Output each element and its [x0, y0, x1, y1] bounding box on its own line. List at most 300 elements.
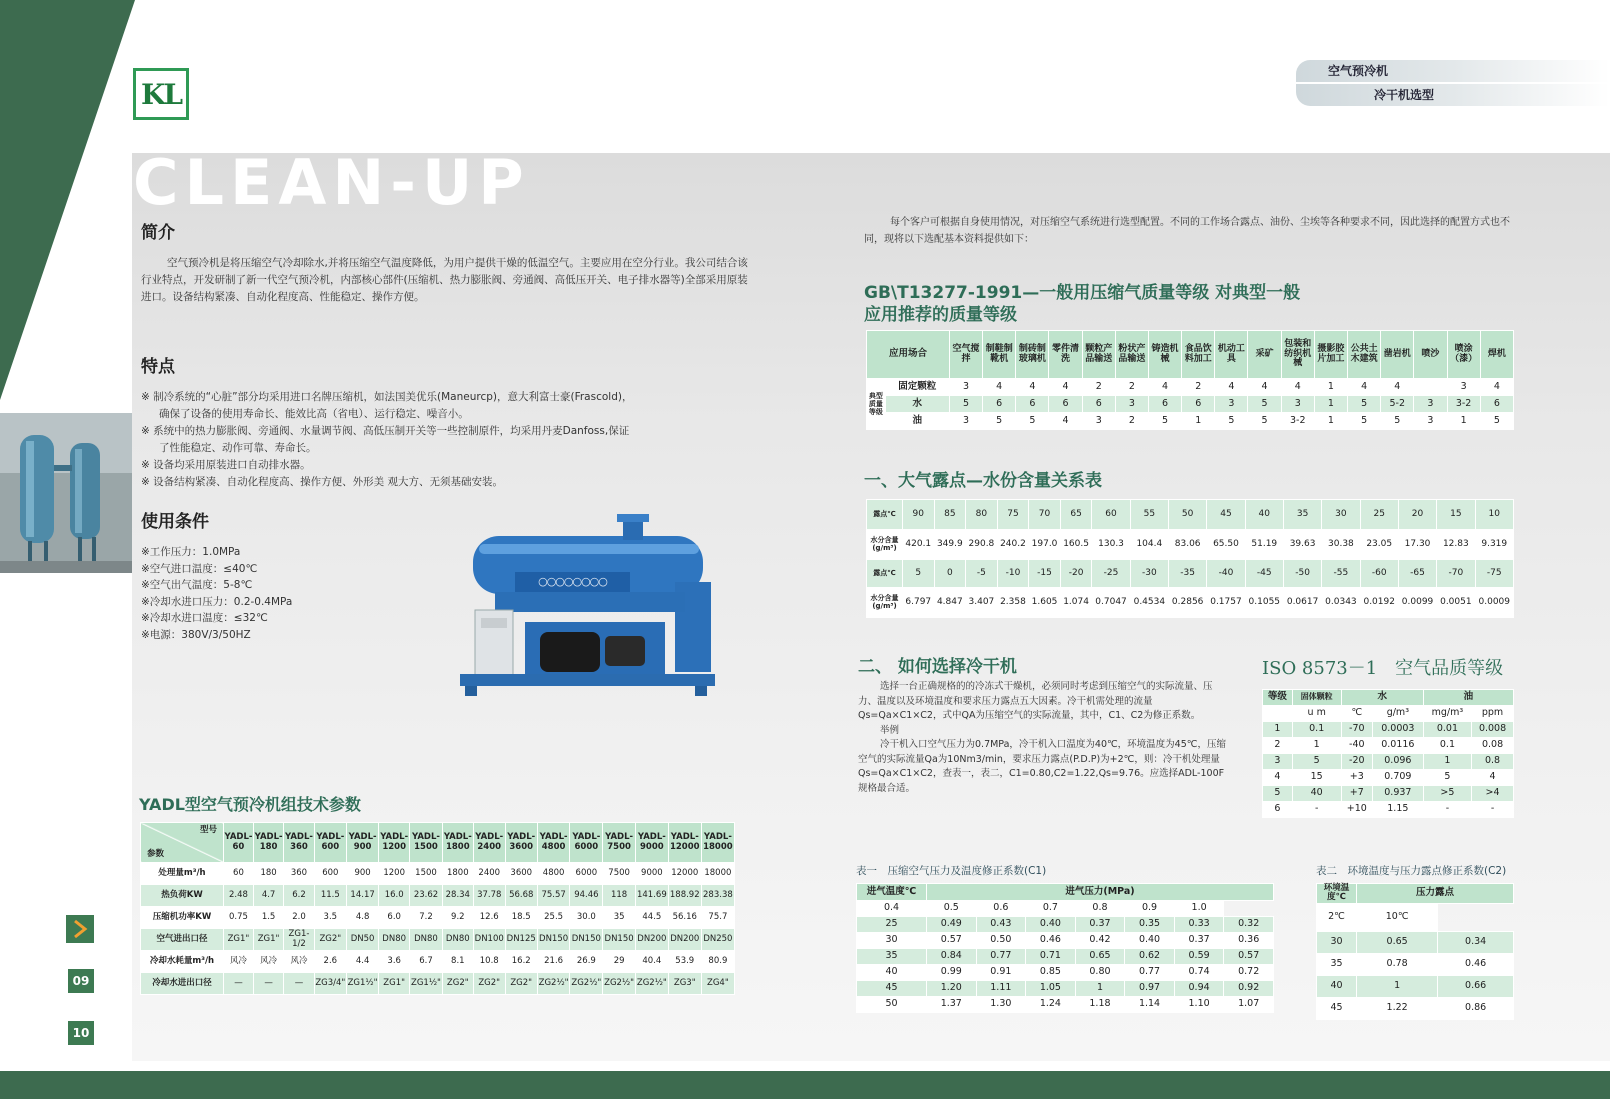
table-row — [1317, 975, 1514, 997]
control-panel-display: ○○○○○○○○ — [538, 575, 607, 588]
c2-dew-label: 压力露点 — [1357, 884, 1514, 904]
table-cell: 29 — [603, 951, 636, 973]
table-row — [857, 949, 1274, 965]
iso-header-solid: 固体颗粒 — [1292, 690, 1341, 706]
table-cell: 4 — [1215, 379, 1248, 396]
row-label: 油 — [885, 413, 949, 430]
table-cell: 0.97 — [1125, 981, 1175, 997]
table-cell: +3 — [1341, 770, 1372, 786]
table-cell: 3 — [1414, 396, 1447, 413]
table-cell: 5 — [1423, 770, 1471, 786]
table-cell: 6 — [1049, 396, 1082, 413]
model-header: YADL-7500 — [603, 823, 636, 863]
table-cell: 6000 — [570, 863, 603, 885]
table-cell: 0.35 — [1125, 917, 1175, 933]
table-cell: -35 — [1169, 560, 1207, 588]
column-header: 食品饮料加工 — [1182, 331, 1215, 379]
table-cell: 0.08 — [1472, 738, 1514, 754]
dew-title: 一、大气露点—水份含量关系表 — [864, 471, 1102, 491]
table-cell: 0.77 — [976, 949, 1026, 965]
pressure-cell: 0.9 — [1125, 901, 1175, 917]
unit-cell — [1263, 706, 1293, 722]
table-cell: -45 — [1245, 560, 1283, 588]
table-cell: 18000 — [701, 863, 734, 885]
table-cell: 0.0099 — [1398, 588, 1436, 618]
precooler-machine-image — [455, 512, 730, 712]
table-cell: 0.40 — [1026, 917, 1076, 933]
table-cell: 80.9 — [701, 951, 734, 973]
table-row — [857, 965, 1274, 981]
table-cell: 1 — [1075, 981, 1125, 997]
table-cell: 1 — [1292, 738, 1341, 754]
row-label: 露点℃ — [867, 500, 903, 530]
table-cell: 1.605 — [1029, 588, 1061, 618]
table-cell: 6.797 — [903, 588, 935, 618]
table-cell: 45 — [1207, 500, 1245, 530]
table-cell: 6 — [1016, 396, 1049, 413]
table-row — [857, 997, 1274, 1013]
table-cell: 0.37 — [1075, 917, 1125, 933]
table-cell: 6 — [1182, 396, 1215, 413]
table-cell: >5 — [1423, 786, 1471, 802]
table-cell: ZG1" — [253, 929, 283, 951]
column-header: 空气搅拌 — [949, 331, 982, 379]
table-cell: 56.68 — [505, 885, 537, 907]
table-cell: ZG2½" — [570, 973, 603, 995]
iso-header-grade: 等级 — [1263, 690, 1293, 706]
table-cell: 35 — [1283, 500, 1321, 530]
table-cell: 141.69 — [635, 885, 668, 907]
table-cell: 1.074 — [1060, 588, 1092, 618]
table-cell: 130.3 — [1092, 530, 1130, 560]
column-header: 零件清洗 — [1049, 331, 1082, 379]
table-cell: 5 — [1215, 413, 1248, 430]
table-cell: 4800 — [537, 863, 570, 885]
choose-paragraph-2: 冷干机入口空气压力为0.7MPa，冷干机入口温度为40℃，环境温度为45℃，压缩空气的实际流量Qa为10Nm3/min，要求压力露点(P.D.P)为+2℃，则：冷干机处理量Qs=Qa×C1×C2，查表一，表二，C1=0.80,C2=1.22,Qs=9.76。应选择ADL-100F规格最合适。 — [858, 739, 1226, 794]
choose-example-label: 举例 — [880, 724, 900, 736]
table-cell: 20 — [1398, 500, 1436, 530]
row-label: 45 — [1317, 997, 1357, 1019]
table-cell: 0.33 — [1174, 917, 1224, 933]
table-cell: 83.06 — [1169, 530, 1207, 560]
condition-item: ※空气进口温度：≤40℃ — [141, 562, 258, 575]
table-row — [857, 917, 1274, 933]
table-cell: 25 — [1360, 500, 1398, 530]
table-cell: 180 — [253, 863, 283, 885]
table-cell: 0.71 — [1026, 949, 1076, 965]
pressure-cell: 0.4 — [857, 901, 927, 917]
table-cell: 39.63 — [1283, 530, 1321, 560]
table-cell: 1.20 — [927, 981, 977, 997]
row-label: 45 — [857, 981, 927, 997]
table-cell: 18.5 — [505, 907, 537, 929]
model-header: YADL-900 — [346, 823, 378, 863]
table-cell: 5 — [1348, 396, 1381, 413]
model-header: YADL-60 — [224, 823, 254, 863]
unit-cell: mg/m³ — [1423, 706, 1471, 722]
table-cell: 6.0 — [379, 907, 410, 929]
table-cell: 0.709 — [1372, 770, 1423, 786]
table-cell: ZG3" — [668, 973, 701, 995]
table-cell: 80 — [966, 500, 998, 530]
table-cell: 3 — [1263, 754, 1293, 770]
table-cell: 6 — [1148, 396, 1181, 413]
table-cell: 0.91 — [976, 965, 1026, 981]
row-label: 冷却水进出口径 — [141, 973, 224, 995]
table-cell: 1.24 — [1026, 997, 1076, 1013]
table-cell: 0.096 — [1372, 754, 1423, 770]
column-header: 采矿 — [1248, 331, 1281, 379]
table-cell: 16.2 — [505, 951, 537, 973]
row-label: 压缩机功率KW — [141, 907, 224, 929]
unit-cell: g/m³ — [1372, 706, 1423, 722]
condition-item: ※电源：380V/3/50HZ — [141, 628, 251, 641]
column-header: 制鞋制靴机 — [983, 331, 1016, 379]
row-label: 露点℃ — [867, 560, 903, 588]
table-cell: ZG1-1/2 — [284, 929, 314, 951]
table-cell: -25 — [1092, 560, 1130, 588]
table-cell: 44.5 — [635, 907, 668, 929]
table-cell: ZG2½" — [603, 973, 636, 995]
table-cell: 风冷 — [253, 951, 283, 973]
row-label: 固定颗粒 — [885, 379, 949, 396]
table-cell: 35 — [603, 907, 636, 929]
iso-quality-table — [1262, 689, 1514, 818]
tab-air-precooler-label: 空气预冷机 — [1328, 64, 1389, 78]
table-cell: 1200 — [379, 863, 410, 885]
table-cell: 0.92 — [1224, 981, 1274, 997]
right-intro-text: 每个客户可根据自身使用情况，对压缩空气系统进行选型配置。不同的工作场合露点、油份、尘埃等各种要求不同，因此选择的配置方式也不同，现将以下选配基本资料提供如下： — [864, 217, 1510, 245]
intro-title: 简介 — [141, 223, 175, 243]
table-cell: 0.78 — [1357, 953, 1438, 975]
table-row — [867, 379, 1514, 396]
table-row — [141, 973, 735, 995]
yadl-spec-table — [140, 822, 735, 995]
table-cell: - — [1292, 802, 1341, 818]
table-cell: 1.18 — [1075, 997, 1125, 1013]
table-cell: 6 — [1263, 802, 1293, 818]
table-row — [857, 981, 1274, 997]
table-cell: -40 — [1207, 560, 1245, 588]
table-cell: 0.57 — [927, 933, 977, 949]
table-cell: 12.6 — [473, 907, 505, 929]
table-cell: 2 — [1263, 738, 1293, 754]
table-cell: -5 — [966, 560, 998, 588]
green-corner-shape — [0, 0, 135, 400]
table-cell: 290.8 — [966, 530, 998, 560]
table-cell: 1.5 — [253, 907, 283, 929]
table-cell: ZG4" — [701, 973, 734, 995]
table-cell: 0.84 — [927, 949, 977, 965]
conditions-title: 使用条件 — [141, 512, 209, 532]
table-cell: 0.0051 — [1437, 588, 1475, 618]
table-cell: 10.8 — [473, 951, 505, 973]
table-cell: 3-2 — [1281, 413, 1314, 430]
table-cell: 1.10 — [1174, 997, 1224, 1013]
pressure-row — [857, 901, 1274, 917]
table-cell: 5 — [1148, 413, 1181, 430]
row-label: 35 — [1317, 953, 1357, 975]
table-cell: 51.19 — [1245, 530, 1283, 560]
table-cell: 0.32 — [1224, 917, 1274, 933]
c1-correction-table — [856, 883, 1274, 1013]
table-cell: 1500 — [410, 863, 443, 885]
table-cell: 25.5 — [537, 907, 570, 929]
table-cell: 2 — [1115, 379, 1148, 396]
table-cell: DN150 — [537, 929, 570, 951]
table-cell: 0.1757 — [1207, 588, 1245, 618]
table-cell: 4.4 — [346, 951, 378, 973]
table-cell: +10 — [1341, 802, 1372, 818]
table-cell: 21.6 — [537, 951, 570, 973]
table-cell: 94.46 — [570, 885, 603, 907]
table-cell: 0.34 — [1438, 931, 1514, 953]
column-header: 机动工具 — [1215, 331, 1248, 379]
table-cell: 3 — [949, 379, 982, 396]
pressure-cell: 1.0 — [1174, 901, 1224, 917]
table-row — [1263, 722, 1514, 738]
model-header: YADL-2400 — [473, 823, 505, 863]
table-cell: 40 — [1245, 500, 1283, 530]
table-cell: 3 — [1447, 379, 1480, 396]
row-label: 水 — [885, 396, 949, 413]
table-cell: 4.847 — [934, 588, 966, 618]
table-cell: 1.14 — [1125, 997, 1175, 1013]
table-row — [1317, 997, 1514, 1019]
table-cell: 5 — [903, 560, 935, 588]
table-cell: 1.05 — [1026, 981, 1076, 997]
table-cell: 1 — [1423, 754, 1471, 770]
table-cell: 5 — [1016, 413, 1049, 430]
table-cell: 65 — [1060, 500, 1092, 530]
model-header: YADL-12000 — [668, 823, 701, 863]
table-cell: — — [224, 973, 254, 995]
column-header: 公共土木建筑 — [1348, 331, 1381, 379]
table-cell: DN200 — [635, 929, 668, 951]
table-row — [867, 413, 1514, 430]
table-cell: 3 — [1082, 413, 1115, 430]
table-cell: 0.43 — [976, 917, 1026, 933]
table-cell: 2.358 — [997, 588, 1029, 618]
table-cell: 4 — [1049, 379, 1082, 396]
table-cell: 2 — [1082, 379, 1115, 396]
model-header: YADL-1200 — [379, 823, 410, 863]
table-cell: DN80 — [442, 929, 473, 951]
table-cell: 0.1 — [1292, 722, 1341, 738]
table-cell: 7.2 — [410, 907, 443, 929]
pressure-cell: 0.8 — [1075, 901, 1125, 917]
table-cell: 0.37 — [1174, 933, 1224, 949]
table-cell: 4.8 — [346, 907, 378, 929]
feature-item: ※ 设备结构紧凑、自动化程度高、操作方便、外形美 观大方、无须基础安装。 — [141, 476, 503, 488]
c1-title: 表一 压缩空气压力及温度修正系数(C1) — [856, 865, 1047, 877]
table-cell: 1.37 — [927, 997, 977, 1013]
table-cell: 28.34 — [442, 885, 473, 907]
row-label: 冷却水耗量m³/h — [141, 951, 224, 973]
table-cell: 4 — [1263, 770, 1293, 786]
model-header: YADL-1800 — [442, 823, 473, 863]
table-cell: 23.05 — [1360, 530, 1398, 560]
table-cell: 0.46 — [1438, 953, 1514, 975]
column-header: 凿岩机 — [1381, 331, 1414, 379]
table-cell: 283.38 — [701, 885, 734, 907]
c1-pressure-label: 进气压力(MPa) — [927, 884, 1274, 901]
table-cell: 37.78 — [473, 885, 505, 907]
yadl-title: YADL型空气预冷机组技术参数 — [139, 795, 361, 814]
table-cell: 6.2 — [284, 885, 314, 907]
table-cell: ZG2" — [473, 973, 505, 995]
table-cell: 0.46 — [1026, 933, 1076, 949]
model-header: YADL-18000 — [701, 823, 734, 863]
table-cell: 0.62 — [1125, 949, 1175, 965]
table-cell: 9.319 — [1475, 530, 1514, 560]
table-row — [1263, 738, 1514, 754]
table-cell: -40 — [1341, 738, 1372, 754]
gb-title-line2: 应用推荐的质量等级 — [864, 305, 1017, 325]
table-cell: 4 — [983, 379, 1016, 396]
table-cell: 3 — [949, 413, 982, 430]
tab-dryer-selection[interactable] — [1296, 84, 1610, 106]
table-cell: 0.4534 — [1130, 588, 1168, 618]
table-cell: -10 — [997, 560, 1029, 588]
table-row — [1317, 931, 1514, 953]
table-cell: 4 — [1348, 379, 1381, 396]
yadl-corner-cell: 型号 参数 — [141, 823, 224, 863]
table-cell: DN150 — [603, 929, 636, 951]
table-cell: 900 — [346, 863, 378, 885]
tab-dryer-selection-label: 冷干机选型 — [1374, 88, 1435, 102]
table-cell: -55 — [1322, 560, 1360, 588]
clean-up-watermark: CLEAN-UP — [133, 146, 530, 219]
table-cell: -75 — [1475, 560, 1514, 588]
row-label: 40 — [1317, 975, 1357, 997]
table-cell: - — [1472, 802, 1514, 818]
table-cell: 4 — [1472, 770, 1514, 786]
table-cell: 0.0192 — [1360, 588, 1398, 618]
table-cell: — — [284, 973, 314, 995]
table-cell: 0.01 — [1423, 722, 1471, 738]
kl-logo: KL — [133, 68, 189, 120]
table-cell: ZG3/4" — [314, 973, 346, 995]
condition-item: ※冷却水进口温度：≤32℃ — [141, 612, 268, 624]
pressure-cell: 0.5 — [927, 901, 977, 917]
table-cell: 1 — [1263, 722, 1293, 738]
table-cell: 12.83 — [1437, 530, 1475, 560]
table-cell: -30 — [1130, 560, 1168, 588]
table-row — [867, 588, 1514, 618]
table-row — [857, 933, 1274, 949]
table-cell: -50 — [1283, 560, 1321, 588]
feature-item: ※ 设备均采用原装进口自动排水器。 — [141, 459, 311, 471]
row-label: 热负荷KW — [141, 885, 224, 907]
row-label: 水分含量(g/m³) — [867, 588, 903, 618]
table-cell: 50 — [1169, 500, 1207, 530]
row-label: 30 — [857, 933, 927, 949]
table-cell: 1 — [1357, 975, 1438, 997]
feature-item: ※ 系统中的热力膨胀阀、旁通阀、水量调节阀、高低压制开关等一些控制原件，均采用丹麦Danfoss,保证 — [141, 425, 630, 437]
unit-cell: u m — [1292, 706, 1341, 722]
c2-title: 表二 环境温度与压力露点修正系数(C2) — [1316, 865, 1507, 877]
table-cell: 10 — [1475, 500, 1514, 530]
table-cell: 5 — [1248, 413, 1281, 430]
table-cell: - — [1423, 802, 1471, 818]
table-row — [1317, 953, 1514, 975]
table-cell: 3 — [1115, 396, 1148, 413]
c1-corner-cell: 进气温度℃ — [857, 884, 927, 901]
table-cell: 0.74 — [1174, 965, 1224, 981]
table-cell: 55 — [1130, 500, 1168, 530]
feature-item: ※ 制冷系统的“心脏”部分均采用进口名牌压缩机，如法国美优乐(Maneurcp)，意大利富士豪(Frascold)， — [141, 391, 633, 403]
model-header: YADL-4800 — [537, 823, 570, 863]
table-row — [1263, 802, 1514, 818]
table-row — [141, 863, 735, 885]
table-cell: ZG1" — [224, 929, 254, 951]
table-cell: ZG2" — [505, 973, 537, 995]
tab-air-precooler[interactable] — [1296, 60, 1610, 82]
table-cell: 70 — [1029, 500, 1061, 530]
table-cell: 4 — [1049, 413, 1082, 430]
table-cell: 2 — [1182, 379, 1215, 396]
table-cell: 1800 — [442, 863, 473, 885]
model-header: YADL-180 — [253, 823, 283, 863]
choose-text — [858, 680, 1230, 796]
table-cell: 6.7 — [410, 951, 443, 973]
table-cell: 0.1 — [1423, 738, 1471, 754]
table-cell: 90 — [903, 500, 935, 530]
unit-cell: ppm — [1472, 706, 1514, 722]
table-cell: 53.9 — [668, 951, 701, 973]
model-header: YADL-600 — [314, 823, 346, 863]
table-cell: 3600 — [505, 863, 537, 885]
table-cell: 349.9 — [934, 530, 966, 560]
table-cell: 1 — [1182, 413, 1215, 430]
table-cell: 6 — [983, 396, 1016, 413]
table-cell: 26.9 — [570, 951, 603, 973]
table-cell: 6 — [1082, 396, 1115, 413]
table-cell: 14.17 — [346, 885, 378, 907]
table-cell: 4 — [1248, 379, 1281, 396]
table-cell: DN200 — [668, 929, 701, 951]
table-cell: 4 — [1016, 379, 1049, 396]
table-cell: 风冷 — [224, 951, 254, 973]
table-cell: 3.407 — [966, 588, 998, 618]
next-arrow-button[interactable] — [66, 915, 94, 943]
table-cell: 0.7047 — [1092, 588, 1130, 618]
table-cell: 3 — [1281, 396, 1314, 413]
table-cell: 30 — [1322, 500, 1360, 530]
dew-cell: 10℃ — [1357, 903, 1438, 931]
table-cell: 16.0 — [379, 885, 410, 907]
c2-correction-table — [1316, 883, 1514, 1020]
model-header: YADL-360 — [284, 823, 314, 863]
table-row — [867, 396, 1514, 413]
table-cell: ZG1½" — [410, 973, 443, 995]
table-cell: 3.6 — [379, 951, 410, 973]
table-cell: 0.1055 — [1245, 588, 1283, 618]
table-cell: 4 — [1281, 379, 1314, 396]
table-cell: 75 — [997, 500, 1029, 530]
table-cell: 2.48 — [224, 885, 254, 907]
table-cell: 5 — [949, 396, 982, 413]
table-cell: 360 — [284, 863, 314, 885]
table-row — [141, 951, 735, 973]
table-cell: 0.65 — [1075, 949, 1125, 965]
iso-header-oil: 油 — [1423, 690, 1513, 706]
table-cell: 风冷 — [284, 951, 314, 973]
choose-paragraph-1: 选择一台正确规格的的冷冻式干燥机，必须同时考虑到压缩空气的实际流量、压力、温度以及环境温度和要求压力露点五大因素。冷干机需处理的流量Qs=Qa×C1×C2，式中QA为压缩空气的实际流量，其中，C1、C2为修正系数。 — [858, 681, 1213, 721]
table-cell: ZG1" — [379, 973, 410, 995]
table-cell: 1.30 — [976, 997, 1026, 1013]
